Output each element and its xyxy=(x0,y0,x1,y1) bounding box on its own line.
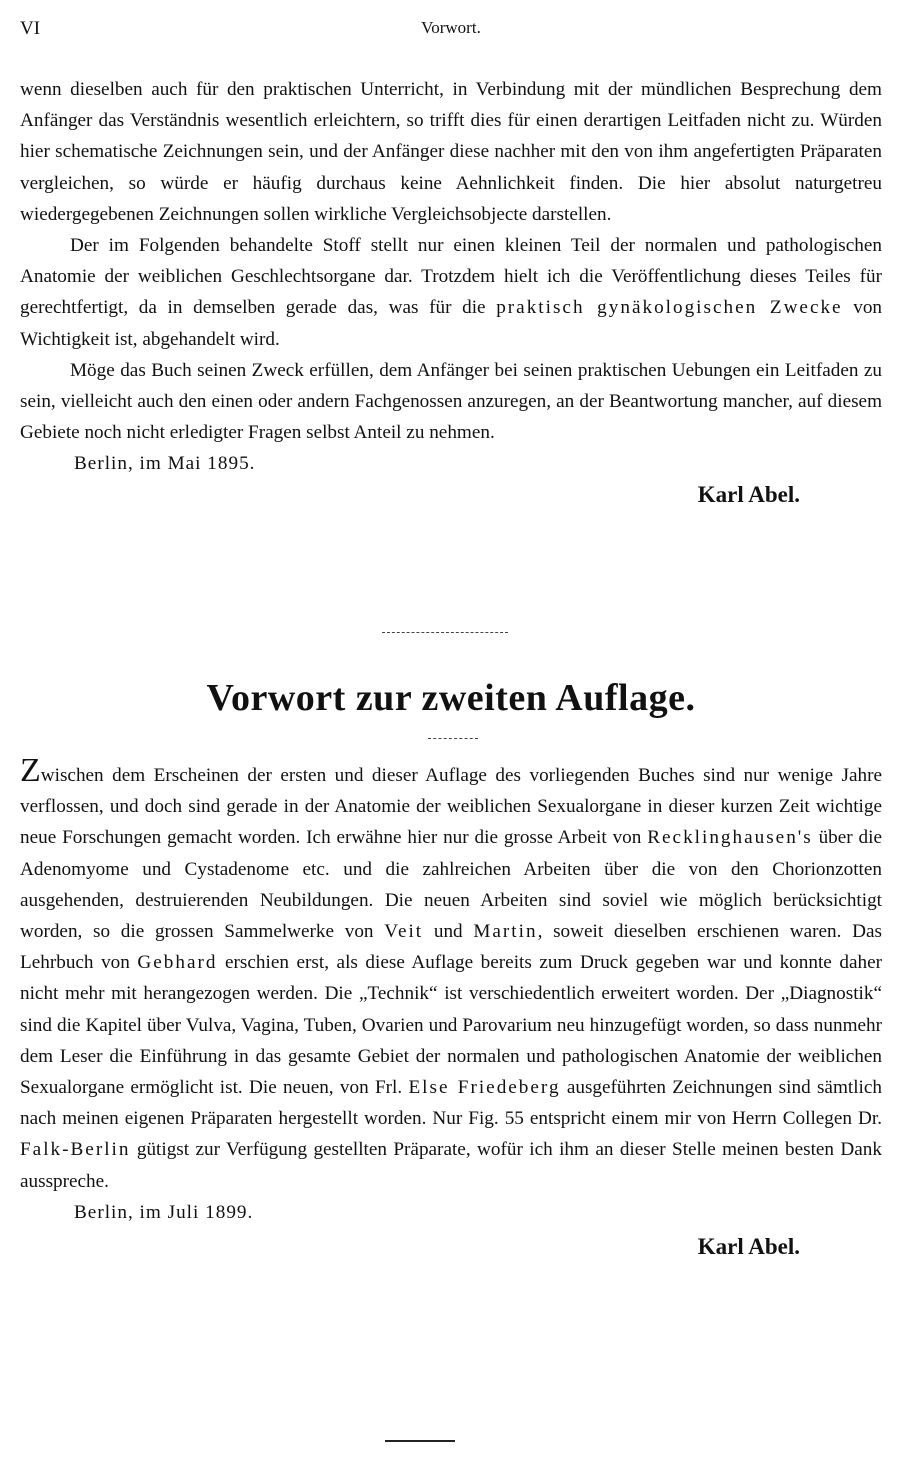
paragraph-scope-emphasis: praktisch gynäkologischen Zwecke xyxy=(496,297,843,319)
spaced-name: Veit xyxy=(384,921,424,943)
end-rule xyxy=(385,1440,455,1442)
place-date-2: Berlin, im Juli 1899. xyxy=(74,1201,254,1223)
place-date: Berlin, im Mai 1895. xyxy=(74,453,256,475)
paragraph-wish: Möge das Buch seinen Zweck erfüllen, dem Anfänger bei seinen praktischen Uebungen ein Leitfaden zu sein, vielleicht auch den einen oder andern Fachgenossen anzuregen, an der Beantwortung mancher, auf diesem Gebiete noch nicht erledigter Fragen selbst Anteil zu nehmen. xyxy=(20,359,882,444)
spaced-name: Recklinghausen's xyxy=(647,827,813,849)
paragraph-text: über die Adenomyome und Cystadenome etc. und die zahlreichen Arbeiten über die von den Chorionzotten ausgehenden, destruierenden Neubildungen. Die neuen Arbeiten sind soviel wie möglich berücksichtigt worden, so die grossen Sammelwerke von xyxy=(20,827,882,943)
spaced-name: Else Friedeberg xyxy=(408,1077,561,1099)
paragraph-text: ausgeführten Zeichnungen sind sämtlich nach meinen eigenen Präparaten hergestellt worden. Nur Fig. 55 entspricht einem mir von Herrn Collegen Dr. xyxy=(20,1077,882,1130)
paragraph-scope xyxy=(20,230,882,355)
signature-2: Karl Abel. xyxy=(697,1234,800,1260)
spaced-name: Falk-Berlin xyxy=(20,1139,131,1161)
paragraph-scope-text: Der im Folgenden behandelte Stoff stellt nur einen kleinen Teil der normalen und pathologischen Anatomie der weiblichen Geschlechtsorgane dar. Trotzdem hielt ich die Veröffentlichung dieses Teiles für gerechtfertigt, da in demselben gerade das, was für die xyxy=(20,235,882,319)
paragraph-text: , soweit dieselben erschienen waren. Das Lehrbuch von xyxy=(20,921,882,974)
drop-cap: Z xyxy=(20,752,41,789)
paragraph-text: und xyxy=(423,921,474,943)
paragraph-continuation: wenn dieselben auch für den praktischen Unterricht, in Verbindung mit der mündlichen Besprechung dem Anfänger das Verständnis wesentlich erleichtern, so trifft dies für einen derartigen Leitfaden nicht zu. Würden hier schematische Zeichnungen sein, und der Anfänger diese nachher mit den von ihm angefertigten Präparaten vergleichen, so würde er häufig durchaus keine Aehnlichkeit finden. Die hier absolut naturgetreu wiedergegebenen Zeichnungen sollen wirkliche Vergleichsobjecte darstellen. xyxy=(20,79,882,225)
paragraph-second-edition xyxy=(20,752,882,1197)
paragraph-scope-end: von Wichtigkeit ist, abgehandelt wird. xyxy=(20,297,883,350)
paragraph-text: erschien erst, als diese Auflage bereits zum Druck gegeben war und konnte daher nicht mehr mit herangezogen werden. Die „Technik“ ist verschiedentlich erweitert worden. Der „Diagnostik“ sind die Kapitel über Vulva, Vagina, Tuben, Ovarien und Parovarium neu hinzugefügt worden, so dass nunmehr dem Leser die Einführung in das gesamte Gebiet der normalen und pathologischen Anatomie der weiblichen Sexualorgane ermöglicht ist. Die neuen, von Frl. xyxy=(20,952,882,1099)
spaced-name: Martin xyxy=(473,921,538,943)
title-ornament xyxy=(428,738,478,739)
running-head xyxy=(20,18,882,46)
spaced-name: Gebhard xyxy=(137,952,218,974)
second-preface xyxy=(20,752,882,1262)
paragraph-text: wischen dem Erscheinen der ersten und dieser Auflage des vorliegenden Buches sind nur wenige Jahre verflossen, und doch sind gerade in der Anatomie der weiblichen Sexualorgane in dieser kurzen Zeit wichtige neue Forschungen gemacht worden. Ich erwähne hier nur die grosse Arbeit von xyxy=(20,765,882,849)
page-number: VI xyxy=(20,18,41,39)
section-divider xyxy=(382,632,508,633)
section-title: Vorwort zur zweiten Auflage. xyxy=(206,677,696,719)
signature: Karl Abel. xyxy=(697,481,800,507)
running-title: Vorwort. xyxy=(421,18,481,37)
paragraph-text: gütigst zur Verfügung gestellten Präparate, wofür ich ihm an dieser Stelle meinen besten Dank ausspreche. xyxy=(20,1139,882,1192)
first-preface xyxy=(20,74,882,510)
